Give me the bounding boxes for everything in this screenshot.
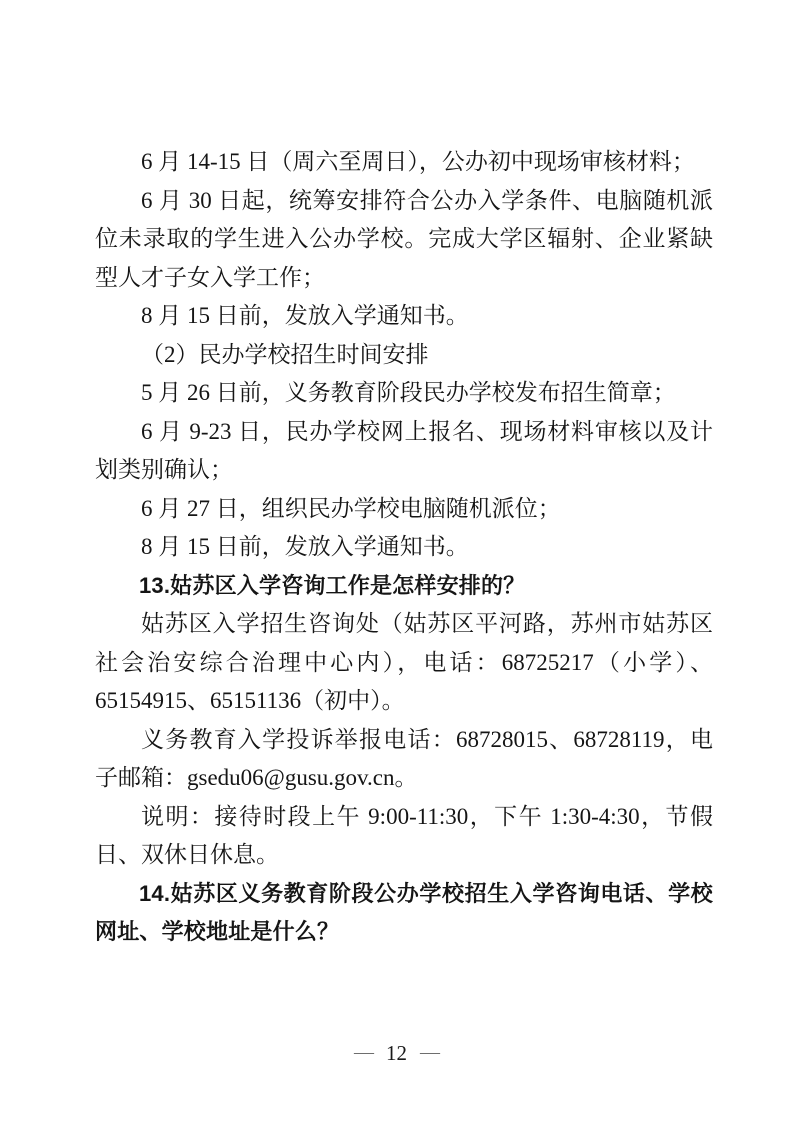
- answer-13-consultation-office: 姑苏区入学招生咨询处（姑苏区平河路，苏州市姑苏区社会治安综合治理中心内），电话：68725217（小学）、65154915、65151136（初中）。: [95, 611, 713, 713]
- schedule-private-admission-notice: 8 月 15 日前，发放入学通知书。: [141, 534, 469, 559]
- footer-dash-right: —: [420, 1041, 439, 1063]
- page-number: 12: [386, 1041, 407, 1065]
- schedule-private-brochure: 5 月 26 日前，义务教育阶段民办学校发布招生简章；: [141, 380, 676, 405]
- schedule-public-coordination: 6 月 30 日起，统筹安排符合公办入学条件、电脑随机派位未录取的学生进入公办学校。完成大学区辐射、企业紧缺型人才子女入学工作；: [95, 187, 713, 290]
- schedule-public-junior-onsite-review: 6 月 14-15 日（周六至周日），公办初中现场审核材料；: [141, 149, 695, 174]
- answer-13-office-hours: 说明：接待时段上午 9:00-11:30，下午 1:30-4:30，节假日、双休日休息。: [95, 803, 713, 867]
- page-footer: [0, 1040, 793, 1067]
- question-14-heading: 14.姑苏区义务教育阶段公办学校招生入学咨询电话、学校网址、学校地址是什么？: [95, 880, 713, 944]
- footer-dash-left: —: [354, 1041, 373, 1063]
- question-13-heading: 13.姑苏区入学咨询工作是怎样安排的？: [139, 572, 526, 598]
- document-body: [95, 143, 713, 952]
- schedule-private-registration-review: 6 月 9-23 日，民办学校网上报名、现场材料审核以及计划类别确认；: [95, 418, 713, 482]
- subheading-private-school-schedule: （2）民办学校招生时间安排: [141, 341, 429, 367]
- schedule-private-lottery: 6 月 27 日，组织民办学校电脑随机派位；: [141, 495, 561, 521]
- answer-13-complaint-hotline-email: 义务教育入学投诉举报电话：68728015、68728119，电子邮箱：gsedu06@gusu.gov.cn。: [95, 726, 713, 790]
- schedule-public-admission-notice: 8 月 15 日前，发放入学通知书。: [141, 303, 469, 328]
